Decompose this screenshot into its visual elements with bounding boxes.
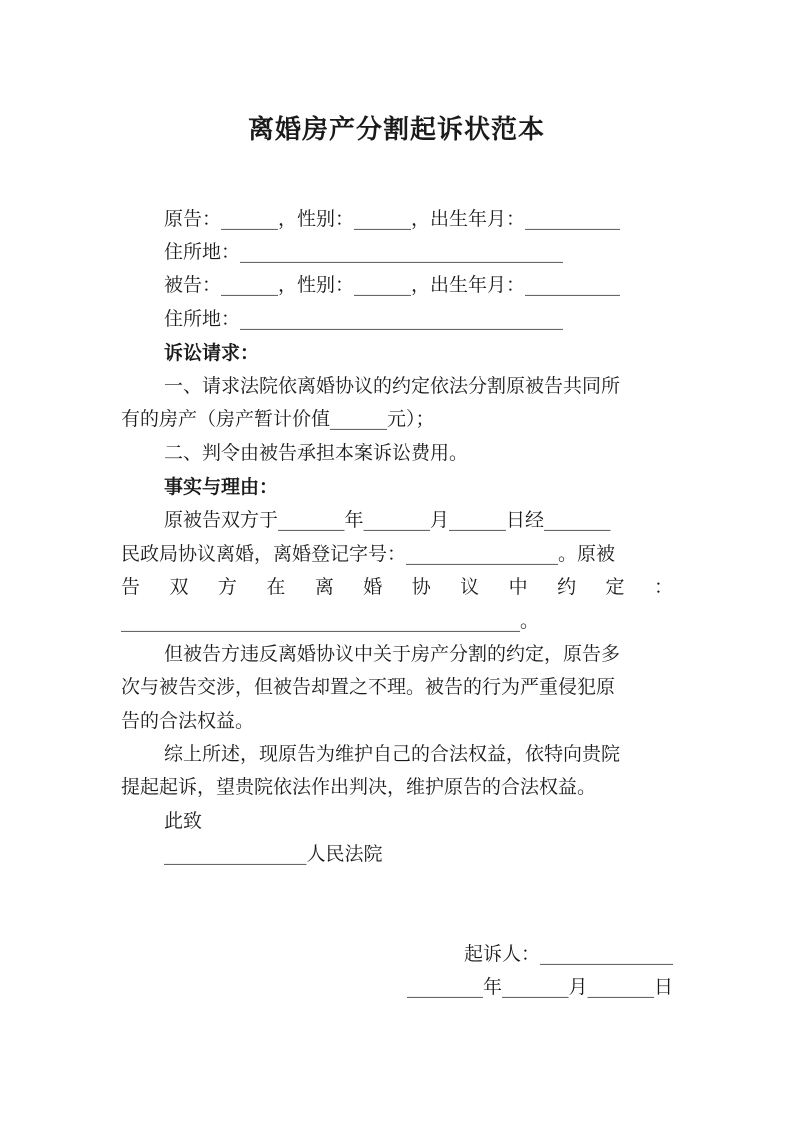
claim-one-line-1: 一、请求法院依离婚协议的约定依法分割原被告共同所 — [164, 375, 621, 397]
salutation-line: 此致 — [164, 810, 203, 832]
plaintiff-address-line: 住所地：__________________________________ — [164, 241, 564, 263]
document-title: 离婚房产分割起诉状范本 — [247, 115, 545, 145]
facts-line-4: __________________________________________。 — [121, 610, 540, 632]
claim-one-line-2: 有的房产（房产暂计价值______元）； — [121, 408, 435, 430]
summary-line-1: 综上所述，现原告为维护自己的合法权益，依特向贵院 — [164, 743, 621, 765]
facts-line-3: 告 双 方 在 离 婚 协 议 中 约 定 ： — [121, 576, 673, 598]
claim-two-line: 二、判令由被告承担本案诉讼费用。 — [164, 442, 469, 464]
facts-heading: 事实与理由： — [164, 476, 279, 498]
violation-line-3: 告的合法权益。 — [121, 710, 255, 732]
defendant-address-line: 住所地：__________________________________ — [164, 308, 564, 330]
summary-line-2: 提起起诉，望贵院依法作出判决，维护原告的合法权益。 — [121, 776, 597, 798]
date-line: ________年_______月_______日 — [406, 976, 673, 998]
facts-line-2: 民政局协议离婚，离婚登记字号：________________。原被 — [121, 543, 616, 565]
court-line: _______________人民法院 — [164, 843, 383, 865]
facts-line-1: 原被告双方于_______年_______月______日经_______ — [164, 509, 611, 531]
violation-line-2: 次与被告交涉，但被告却置之不理。被告的行为严重侵犯原 — [121, 676, 616, 698]
claims-heading: 诉讼请求： — [164, 342, 260, 364]
plaintiff-signature-line: 起诉人：______________ — [463, 943, 673, 965]
plaintiff-info-line: 原告：______，性别：______，出生年月：__________ — [164, 208, 621, 230]
defendant-info-line: 被告：______，性别：______，出生年月：__________ — [164, 274, 621, 296]
violation-line-1: 但被告方违反离婚协议中关于房产分割的约定，原告多 — [164, 643, 621, 665]
